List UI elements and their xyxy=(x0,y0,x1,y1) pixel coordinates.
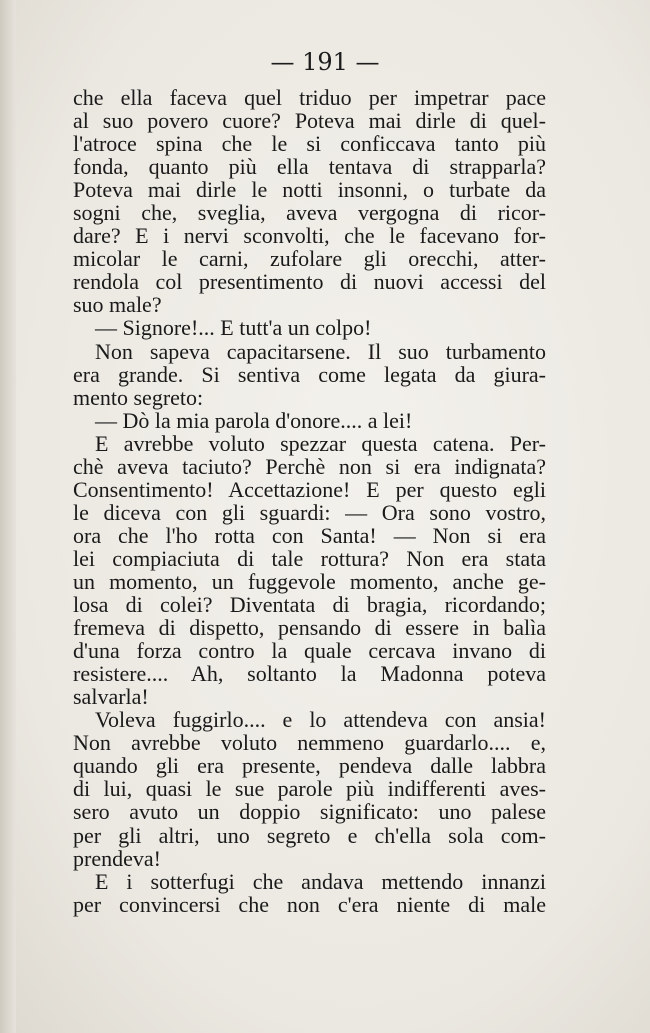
text-line: E i sotterfugi che andava mettendo innanzi xyxy=(95,868,546,894)
text-line: losa di colei? Diventata di bragia, ricordando; xyxy=(73,592,546,618)
text-line: Non sapeva capacitarsene. Il suo turbamento xyxy=(95,338,546,364)
text-line: al suo povero cuore? Poteva mai dirle di quel- xyxy=(73,108,546,134)
text-line: d'una forza contro la quale cercava invano di xyxy=(73,638,546,664)
body-text xyxy=(73,86,546,916)
text-line: — Signore!... E tutt'a un colpo! xyxy=(95,315,372,341)
text-line: dare? E i nervi sconvolti, che le facevano for- xyxy=(73,223,546,249)
text-line: suo male? xyxy=(73,292,162,318)
text-line: per gli altri, uno segreto e ch'ella sola com- xyxy=(73,822,546,848)
page-number: — 191 — xyxy=(270,48,380,76)
text-line: ora che l'ho rotta con Santa! — Non si era xyxy=(73,522,546,548)
text-line: quando gli era presente, pendeva dalle labbra xyxy=(73,753,546,779)
text-line: per convincersi che non c'era niente di male xyxy=(73,891,546,917)
text-line: di lui, quasi le sue parole più indifferenti aves- xyxy=(73,776,546,802)
text-line: lei compiaciuta di tale rottura? Non era stata xyxy=(73,545,546,571)
text-line: chè aveva taciuto? Perchè non si era indignata? xyxy=(73,453,546,479)
text-line: rendola col presentimento di nuovi accessi del xyxy=(73,269,546,295)
text-line: mento segreto: xyxy=(73,384,204,410)
text-line: micolar le carni, zufolare gli orecchi, atter- xyxy=(73,246,546,272)
text-line: Consentimento! Accettazione! E per questo egli xyxy=(73,476,546,502)
text-line: che ella faceva quel triduo per impetrar pace xyxy=(73,85,546,110)
text-line: Poteva mai dirle le notti insonni, o turbate da xyxy=(73,177,546,203)
text-line: le diceva con gli sguardi: — Ora sono vostro, xyxy=(73,499,546,525)
text-line: prendeva! xyxy=(73,845,161,871)
text-line: E avrebbe voluto spezzar questa catena. Per- xyxy=(95,430,546,456)
text-line: salvarla! xyxy=(73,684,149,710)
text-line: sero avuto un doppio significato: uno palese xyxy=(73,799,546,825)
text-line: era grande. Si sentiva come legata da giura- xyxy=(73,361,546,387)
text-line: fremeva di dispetto, pensando di essere in balìa xyxy=(73,615,546,641)
page-edge-shadow xyxy=(0,0,16,1033)
text-line: fonda, quanto più ella tentava di strapparla? xyxy=(73,154,546,180)
text-line: l'atroce spina che le si conficcava tanto più xyxy=(73,131,546,157)
text-line: Voleva fuggirlo.... e lo attendeva con ansia! xyxy=(95,707,546,733)
text-line: — Dò la mia parola d'onore.... a lei! xyxy=(95,407,413,433)
text-line: Non avrebbe voluto nemmeno guardarlo.... e, xyxy=(73,730,546,756)
text-line: sogni che, sveglia, aveva vergogna di ricor- xyxy=(73,200,546,226)
text-line: un momento, un fuggevole momento, anche ge- xyxy=(73,568,546,594)
text-line: resistere.... Ah, soltanto la Madonna poteva xyxy=(73,661,546,687)
